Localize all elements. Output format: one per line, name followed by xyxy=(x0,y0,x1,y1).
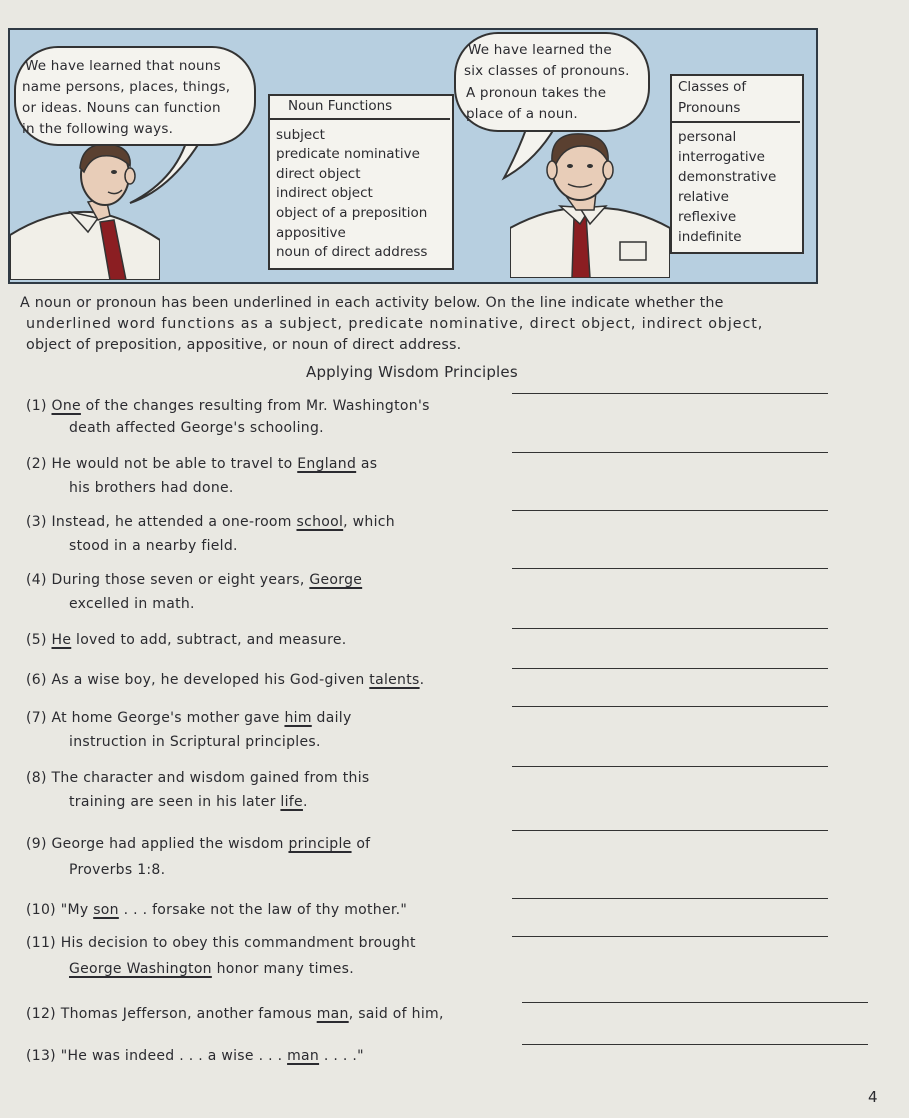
question-text: Thomas Jefferson, another famous xyxy=(60,1006,317,1022)
question-text: . xyxy=(419,672,425,688)
question-number: (4) xyxy=(26,572,47,588)
question-10 xyxy=(26,902,407,918)
underlined-word: man xyxy=(316,1006,349,1022)
question-text: of the changes resulting from Mr. Washington's xyxy=(80,398,430,414)
underlined-word: England xyxy=(297,456,357,472)
section-title: Applying Wisdom Principles xyxy=(306,363,518,381)
question-12 xyxy=(26,1006,444,1022)
noun-function-item: predicate nominative xyxy=(276,146,420,162)
question-text: as xyxy=(356,456,378,472)
question-text: of xyxy=(351,836,371,852)
question-number: (13) xyxy=(26,1048,56,1064)
pronoun-classes-divider xyxy=(672,121,800,123)
question-number: (9) xyxy=(26,836,47,852)
noun-functions-title: Noun Functions xyxy=(288,98,393,114)
question-text: . . . forsake not the law of thy mother." xyxy=(118,902,408,918)
question-11-continuation xyxy=(69,961,354,977)
pronoun-class-item: indefinite xyxy=(678,229,742,245)
question-text: His decision to obey this commandment brought xyxy=(60,935,416,951)
answer-line-12[interactable] xyxy=(522,1002,868,1003)
question-text: daily xyxy=(311,710,352,726)
pronoun-class-item: demonstrative xyxy=(678,169,777,185)
answer-line-10[interactable] xyxy=(512,898,828,899)
left-bubble-line-4: in the following ways. xyxy=(22,121,174,137)
answer-line-8[interactable] xyxy=(512,766,828,767)
answer-line-6[interactable] xyxy=(512,668,828,669)
question-11 xyxy=(26,935,416,951)
pronoun-class-item: reflexive xyxy=(678,209,737,225)
noun-function-item: noun of direct address xyxy=(276,244,428,260)
question-8 xyxy=(26,770,370,786)
pronoun-class-item: personal xyxy=(678,129,737,145)
instructions-line-2: underlined word functions as a subject, predicate nominative, direct object, indirect object, xyxy=(26,316,764,332)
question-13 xyxy=(26,1048,364,1064)
question-2-continuation: his brothers had done. xyxy=(69,480,234,496)
underlined-word: man xyxy=(287,1048,320,1064)
question-5 xyxy=(26,632,347,648)
answer-line-13[interactable] xyxy=(522,1044,868,1045)
question-9 xyxy=(26,836,370,852)
question-7-continuation: instruction in Scriptural principles. xyxy=(69,734,321,750)
pronoun-classes-title-line-2: Pronouns xyxy=(678,100,741,116)
answer-line-2[interactable] xyxy=(512,452,828,453)
question-text: loved to add, subtract, and measure. xyxy=(71,632,347,648)
question-number: (11) xyxy=(26,935,56,951)
question-text: , which xyxy=(343,514,395,530)
right-bubble-line-2: six classes of pronouns. xyxy=(464,63,630,79)
answer-line-1[interactable] xyxy=(512,393,828,394)
question-2 xyxy=(26,456,377,472)
question-number: (12) xyxy=(26,1006,56,1022)
question-9-continuation: Proverbs 1:8. xyxy=(69,862,166,878)
question-text: training are seen in his later xyxy=(69,794,281,810)
underlined-word: him xyxy=(284,710,312,726)
underlined-word: He xyxy=(51,632,72,648)
instructions-line-1: A noun or pronoun has been underlined in each activity below. On the line indicate whether the xyxy=(20,295,724,311)
answer-line-4[interactable] xyxy=(512,568,828,569)
question-6 xyxy=(26,672,424,688)
question-text: honor many times. xyxy=(211,961,354,977)
underlined-word: life xyxy=(280,794,303,810)
question-8-continuation xyxy=(69,794,308,810)
question-3 xyxy=(26,514,395,530)
answer-line-3[interactable] xyxy=(512,510,828,511)
underlined-word: son xyxy=(93,902,119,918)
noun-function-item: indirect object xyxy=(276,185,373,201)
pronoun-class-item: interrogative xyxy=(678,149,765,165)
left-bubble-line-1: We have learned that nouns xyxy=(25,58,221,74)
answer-line-11[interactable] xyxy=(512,936,828,937)
question-4-continuation: excelled in math. xyxy=(69,596,195,612)
question-text: He would not be able to travel to xyxy=(51,456,298,472)
question-text: As a wise boy, he developed his God-given xyxy=(51,672,370,688)
instructions-line-3: object of preposition, appositive, or noun of direct address. xyxy=(26,337,462,353)
question-text: . . . ." xyxy=(319,1048,364,1064)
left-bubble-line-3: or ideas. Nouns can function xyxy=(22,100,221,116)
right-bubble-line-1: We have learned the xyxy=(468,42,612,58)
question-text: The character and wisdom gained from this xyxy=(51,770,370,786)
answer-line-5[interactable] xyxy=(512,628,828,629)
answer-line-9[interactable] xyxy=(512,830,828,831)
question-number: (7) xyxy=(26,710,47,726)
underlined-word: George Washington xyxy=(69,961,212,977)
question-text: Instead, he attended a one-room xyxy=(51,514,297,530)
underlined-word: George xyxy=(309,572,363,588)
left-bubble-line-2: name persons, places, things, xyxy=(22,79,231,95)
underlined-word: school xyxy=(296,514,344,530)
question-7 xyxy=(26,710,352,726)
pronoun-classes-title-line-1: Classes of xyxy=(678,79,747,95)
question-text: George had applied the wisdom xyxy=(51,836,289,852)
question-number: (3) xyxy=(26,514,47,530)
question-text: , said of him, xyxy=(348,1006,444,1022)
page-number: 4 xyxy=(868,1088,878,1106)
question-number: (10) xyxy=(26,902,56,918)
question-number: (1) xyxy=(26,398,47,414)
underlined-word: One xyxy=(51,398,81,414)
question-number: (6) xyxy=(26,672,47,688)
question-number: (5) xyxy=(26,632,47,648)
noun-function-item: appositive xyxy=(276,225,346,241)
noun-function-item: subject xyxy=(276,127,325,143)
question-text: "He was indeed . . . a wise . . . xyxy=(60,1048,288,1064)
pronoun-class-item: relative xyxy=(678,189,729,205)
question-number: (8) xyxy=(26,770,47,786)
right-bubble-line-4: place of a noun. xyxy=(466,106,578,122)
question-text: During those seven or eight years, xyxy=(51,572,310,588)
question-text: "My xyxy=(60,902,94,918)
question-1-continuation: death affected George's schooling. xyxy=(69,420,324,436)
underlined-word: talents xyxy=(369,672,420,688)
underlined-word: principle xyxy=(288,836,352,852)
right-bubble-line-3: A pronoun takes the xyxy=(466,85,607,101)
question-3-continuation: stood in a nearby field. xyxy=(69,538,238,554)
question-text: . xyxy=(302,794,308,810)
noun-functions-divider xyxy=(270,118,450,120)
question-text: At home George's mother gave xyxy=(51,710,285,726)
noun-function-item: direct object xyxy=(276,166,361,182)
noun-function-item: object of a preposition xyxy=(276,205,428,221)
question-1 xyxy=(26,398,430,414)
question-4 xyxy=(26,572,362,588)
answer-line-7[interactable] xyxy=(512,706,828,707)
question-number: (2) xyxy=(26,456,47,472)
